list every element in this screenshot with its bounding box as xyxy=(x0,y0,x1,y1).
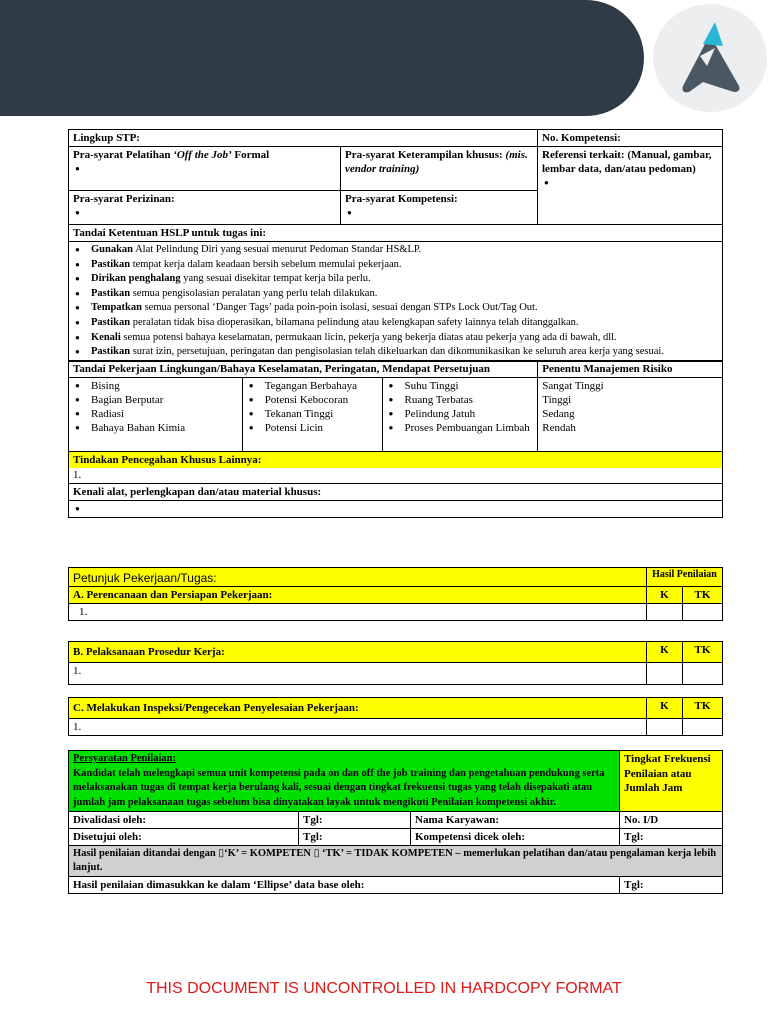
assessment-text: Kandidat telah melengkapi semua unit kompetensi pada on dan off the job training dan pengetahuan pendukung serta melaksanakan tugas di tempat kerja berulang kali, sesuai dengan tingkat frekuensi tugas yang telah disepakati atau jumlah jam pelaksanaan tugas sebelum bisa dinyatakan layak untuk mengikuti Penilaian kompetensi akhir. xyxy=(73,767,605,808)
k-cell[interactable] xyxy=(646,719,682,736)
no-id-field[interactable]: No. I/D xyxy=(620,812,723,829)
prasyarat-pelatihan-field[interactable]: Pra-syarat Pelatihan ‘Off the Job’ Formal ● xyxy=(69,147,341,191)
hslp-item[interactable]: ● Tempatkan semua personal ‘Danger Tags’ pada poin-poin isolasi, sesuai dengan STPs Lock Out/Tag Out. xyxy=(73,301,718,316)
hslp-item[interactable]: ● Pastikan semua pengisolasian peralatan yang perlu telah dilakukan. xyxy=(73,287,718,302)
prasyarat-kompetensi-field[interactable]: Pra-syarat Kompetensi: ● xyxy=(341,191,538,225)
no-kompetensi-field[interactable]: No. Kompetensi: xyxy=(538,130,723,147)
company-logo xyxy=(653,4,767,112)
risk-level[interactable]: Rendah xyxy=(542,422,576,435)
hazard-item[interactable]: ● Proses Pembuangan Limbah xyxy=(387,421,534,435)
task-item[interactable]: 1. xyxy=(69,604,647,621)
task-section-b xyxy=(68,641,723,685)
section-b-title: B. Pelaksanaan Prosedur Kerja: xyxy=(69,642,647,663)
tk-header: TK xyxy=(682,642,722,663)
risk-level[interactable]: Tinggi xyxy=(542,394,572,407)
section-a-title: A. Perencanaan dan Persiapan Pekerjaan: xyxy=(69,587,647,604)
disetujui-field[interactable]: Disetujui oleh: xyxy=(69,829,299,846)
alat-title: Kenali alat, perlengkapan dan/atau material khusus: xyxy=(69,484,722,501)
task-title: Petunjuk Pekerjaan/Tugas: xyxy=(69,568,647,587)
k-header: K xyxy=(646,587,682,604)
pencegahan-section xyxy=(69,452,723,484)
k-cell[interactable] xyxy=(646,663,682,685)
assessment-title: Persyaratan Penilaian: xyxy=(73,753,176,764)
hazard-item[interactable]: ● Potensi Licin xyxy=(247,421,378,435)
tk-header: TK xyxy=(682,698,722,719)
prasyarat-keterampilan-field[interactable]: Pra-syarat Keterampilan khusus: (mis. vendor training) xyxy=(341,147,538,191)
referensi-field[interactable]: Referensi terkait: (Manual, gambar, lembar data, dan/atau pedoman) ● xyxy=(538,147,723,225)
tk-cell[interactable] xyxy=(682,719,722,736)
tgl-field[interactable]: Tgl: xyxy=(620,829,723,846)
hazard-item[interactable]: ● Pelindung Jatuh xyxy=(387,407,534,421)
risk-level[interactable]: Sedang xyxy=(542,408,575,421)
hazard-item[interactable]: ● Tegangan Berbahaya xyxy=(247,379,378,393)
risk-levels xyxy=(538,378,723,452)
hslp-item[interactable]: ● Pastikan tempat kerja dalam keadaan bersih sebelum memulai pekerjaan. xyxy=(73,258,718,273)
hazard-item[interactable]: ● Suhu Tinggi xyxy=(387,379,534,393)
task-section-c xyxy=(68,697,723,736)
k-cell[interactable] xyxy=(646,604,682,621)
hasil-penilaian-header: Hasil Penilaian xyxy=(646,568,722,587)
hazard-item[interactable]: ● Tekanan Tinggi xyxy=(247,407,378,421)
hazard-item[interactable]: ● Bagian Berputar xyxy=(73,393,238,407)
tgl-field[interactable]: Tgl: xyxy=(299,812,411,829)
hazard-item[interactable]: ● Potensi Kebocoran xyxy=(247,393,378,407)
hslp-item[interactable]: ● Pastikan peralatan tidak bisa dioperasikan, bilamana pelindung atau kelengkapan safety lainnya telah ditanggalkan. xyxy=(73,316,718,331)
divalidasi-field[interactable]: Divalidasi oleh: xyxy=(69,812,299,829)
prasyarat-perizinan-field[interactable]: Pra-syarat Perizinan: ● xyxy=(69,191,341,225)
tk-header: TK xyxy=(682,587,722,604)
lingkup-stp-field[interactable]: Lingkup STP: xyxy=(69,130,538,147)
task-section xyxy=(68,567,723,621)
hasil-ditandai: Hasil penilaian ditandai dengan ▯‘K’ = KOMPETEN ▯ ‘TK’ = TIDAK KOMPETEN – memerlukan pelatihan dan/atau pengalaman kerja lebih lanjut. xyxy=(69,846,723,877)
tk-cell[interactable] xyxy=(682,663,722,685)
task-item[interactable]: 1. xyxy=(69,663,647,685)
risk-title: Penentu Manajemen Risiko xyxy=(538,361,723,378)
kompetensi-dicek-field[interactable]: Kompetensi dicek oleh: xyxy=(411,829,620,846)
hslp-item[interactable]: ● Gunakan Alat Pelindung Diri yang sesuai menurut Pedoman Standar HS&LP. xyxy=(73,243,718,258)
risk-level[interactable]: Sangat Tinggi xyxy=(542,380,604,393)
hazard-item[interactable]: ● Bahaya Bahan Kimia xyxy=(73,421,238,435)
hslp-item[interactable]: ● Pastikan surat izin, persetujuan, peringatan dan pengisolasian telah dikeluarkan dan dikomunikasikan ke seluruh area kerja yang sesuai. xyxy=(73,345,718,360)
hslp-item[interactable]: ● Dirikan penghalang yang sesuai disekitar tempat kerja bila perlu. xyxy=(73,272,718,287)
hazard-column-1 xyxy=(69,378,243,452)
bullet-empty xyxy=(73,162,336,176)
hazard-item[interactable]: ● Bising xyxy=(73,379,238,393)
tk-cell[interactable] xyxy=(682,604,722,621)
header-bar xyxy=(0,0,644,116)
assessment-requirements xyxy=(69,751,620,812)
hasil-dimasukkan-field[interactable]: Hasil penilaian dimasukkan ke dalam ‘Ellipse’ data base oleh: xyxy=(69,877,620,894)
hazard-column-3 xyxy=(382,378,538,452)
hazard-column-2 xyxy=(242,378,382,452)
bullet-empty xyxy=(73,206,336,220)
hslp-section xyxy=(69,225,723,362)
company-logo-icon xyxy=(653,4,767,112)
hslp-item[interactable]: ● Kenali semua potensi bahaya keselamatan, permukaan licin, pekerja yang bekerja diatas atau pekerja yang ada di bawah, dll. xyxy=(73,331,718,346)
bullet-empty xyxy=(542,176,718,190)
tingkat-frekuensi: Tingkat Frekuensi Penilaian atau Jumlah Jam xyxy=(620,751,723,812)
k-header: K xyxy=(646,642,682,663)
hazard-item[interactable]: ● Radiasi xyxy=(73,407,238,421)
uncontrolled-notice: THIS DOCUMENT IS UNCONTROLLED IN HARDCOPY FORMAT xyxy=(146,980,622,997)
alat-section xyxy=(69,484,723,518)
hazard-title: Tandai Pekerjaan Lingkungan/Bahaya Keselamatan, Peringatan, Mendapat Persetujuan xyxy=(69,361,538,378)
pencegahan-title: Tindakan Pencegahan Khusus Lainnya: xyxy=(69,452,722,468)
pencegahan-item[interactable]: 1. xyxy=(73,469,82,482)
nama-karyawan-field[interactable]: Nama Karyawan: xyxy=(411,812,620,829)
tgl-field[interactable]: Tgl: xyxy=(620,877,723,894)
bullet-empty xyxy=(345,206,533,220)
k-header: K xyxy=(646,698,682,719)
tgl-field[interactable]: Tgl: xyxy=(299,829,411,846)
assessment-section xyxy=(68,750,723,894)
section-c-title: C. Melakukan Inspeksi/Pengecekan Penyelesaian Pekerjaan: xyxy=(69,698,647,719)
competency-form xyxy=(68,129,723,518)
task-item[interactable]: 1. xyxy=(69,719,647,736)
bullet-empty[interactable] xyxy=(73,502,718,516)
hazard-item[interactable]: ● Ruang Terbatas xyxy=(387,393,534,407)
hslp-title: Tandai Ketentuan HSLP untuk tugas ini: xyxy=(69,225,722,242)
